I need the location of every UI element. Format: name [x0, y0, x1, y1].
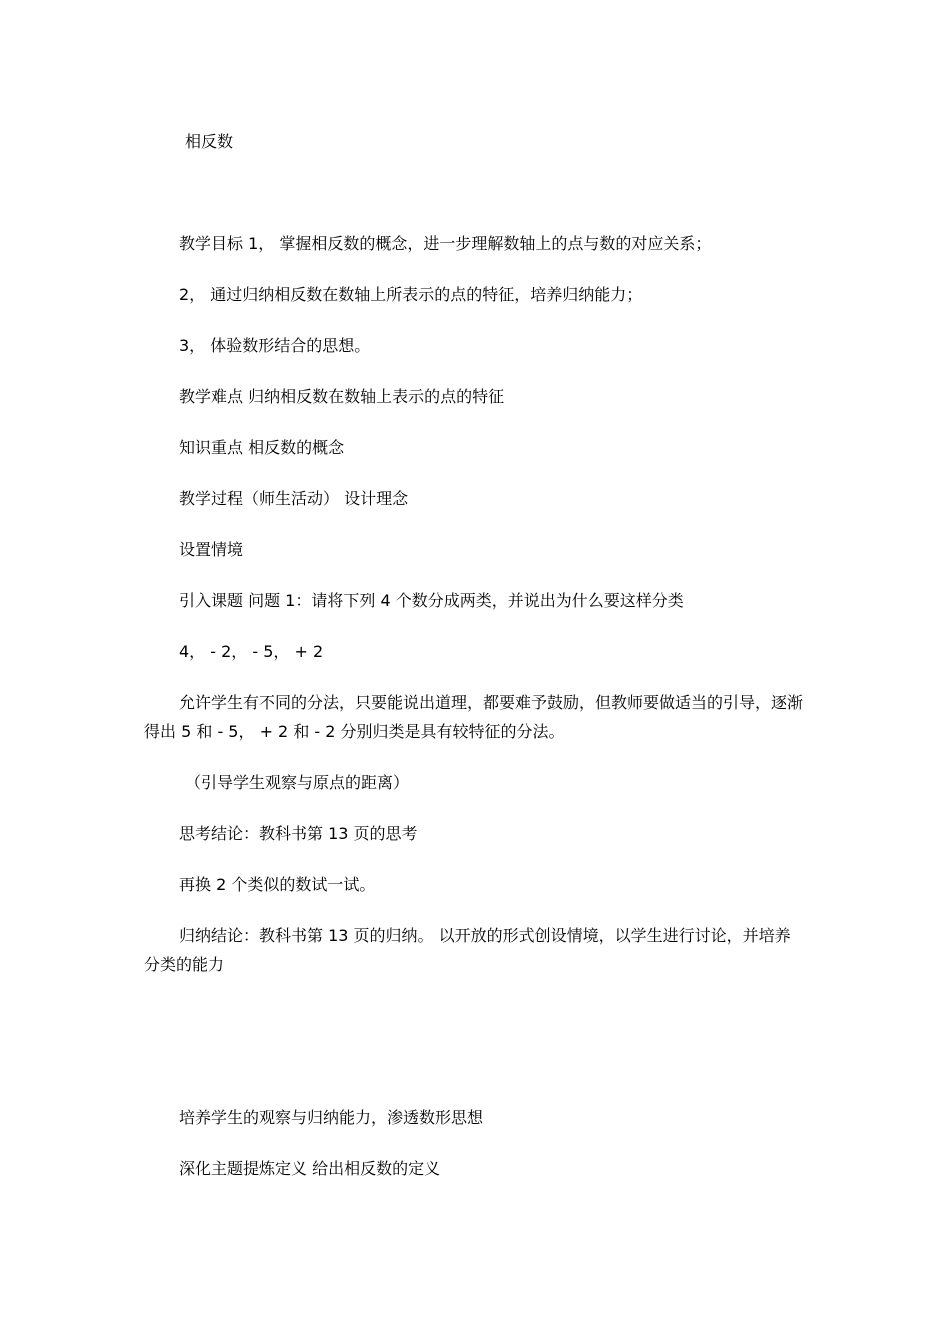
allow-paragraph: 允许学生有不同的分法，只要能说出道理，都要难予鼓励，但教师要做适当的引导，逐渐得出 5 和 - 5， + 2 和 - 2 分别归类是具有较特征的分法。: [144, 693, 804, 741]
teaching-goal-1: 教学目标 1， 掌握相反数的概念，进一步理解数轴上的点与数的对应关系；: [179, 234, 712, 253]
teaching-goal-3: 3， 体验数形结合的思想。: [179, 336, 371, 355]
set-scenario: 设置情境: [179, 540, 244, 559]
cultivate-line: 培养学生的观察与归纳能力，渗透数形思想: [179, 1108, 484, 1127]
guide-note: （引导学生观察与原点的距离）: [185, 773, 410, 792]
numbers-list: 4， - 2， - 5， + 2: [179, 642, 324, 661]
retry-instruction: 再换 2 个类似的数试一试。: [179, 875, 376, 894]
think-conclusion: 思考结论：教科书第 13 页的思考: [179, 824, 418, 843]
teaching-process-heading: 教学过程（师生活动） 设计理念: [179, 489, 409, 508]
induce-paragraph: 归纳结论：教科书第 13 页的归纳。 以开放的形式创设情境，以学生进行讨论，并培养分类的能力: [144, 926, 791, 974]
knowledge-key-point: 知识重点 相反数的概念: [179, 438, 345, 457]
teaching-goal-2: 2， 通过归纳相反数在数轴上所表示的点的特征，培养归纳能力；: [179, 285, 643, 304]
teaching-difficulty: 教学难点 归纳相反数在数轴上表示的点的特征: [179, 387, 505, 406]
deepen-line: 深化主题提炼定义 给出相反数的定义: [179, 1159, 441, 1178]
page-title: 相反数: [185, 132, 234, 151]
intro-question: 引入课题 问题 1：请将下列 4 个数分成两类，并说出为什么要这样分类: [179, 591, 684, 610]
